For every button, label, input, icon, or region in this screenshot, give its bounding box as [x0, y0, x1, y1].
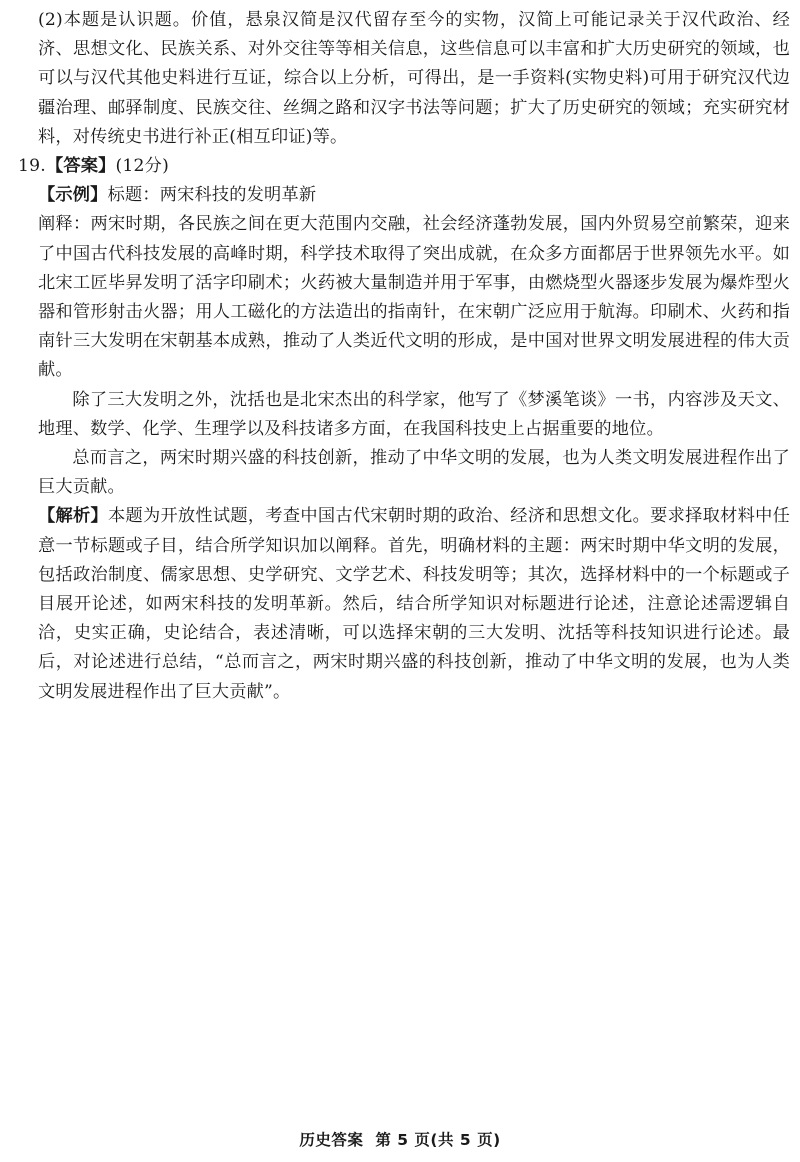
footer-subject: 历史答案	[299, 1131, 364, 1149]
analysis-text: 本题为开放性试题，考查中国古代宋朝时期的政治、经济和思想文化。要求择取材料中任意一节标题或子目，结合所学知识加以阐释。首先，明确材料的主题：两宋时期中华文明的发展，包括政治制度、儒家思想、史学研究、文学艺术、科技发明等；其次，选择材料中的一个标题或子目展开论述，如两宋科技的发明革新。然后，结合所学知识对标题进行论述，注意论述需逻辑自洽，史实正确，史论结合，表述清晰，可以选择宋朝的三大发明、沈括等科技知识进行论述。最后，对论述进行总结，“总而言之，两宋时期兴盛的科技创新，推动了中华文明的发展，也为人类文明发展进程作出了巨大贡献”。	[38, 506, 790, 702]
answer-content	[18, 6, 790, 707]
q19-header	[18, 152, 790, 181]
analysis-paragraph	[38, 502, 790, 706]
conclusion-paragraph: 总而言之，两宋时期兴盛的科技创新，推动了中华文明的发展，也为人类文明发展进程作出了巨大贡献。	[38, 448, 790, 498]
explanation-paragraph: 阐释：两宋时期，各民族之间在更大范围内交融，社会经济蓬勃发展，国内外贸易空前繁荣，迎来了中国古代科技发展的高峰时期，科学技术取得了突出成就，在众多方面都居于世界领先水平。如北宋工匠毕昇发明了活字印刷术；火药被大量制造并用于军事，由燃烧型火器逐步发展为爆炸型火器和管形射击火器；用人工磁化的方法造出的指南针，在宋朝广泛应用于航海。印刷术、火药和指南针三大发明在宋朝基本成熟，推动了人类近代文明的形成，是中国对世界文明发展进程的伟大贡献。	[38, 214, 790, 381]
question-number: 19.	[18, 156, 46, 177]
answer-label: 【答案】	[45, 156, 116, 177]
example-title-line	[38, 181, 790, 210]
score-text: (12分)	[115, 156, 169, 177]
example-title: 标题：两宋科技的发明革新	[107, 185, 317, 206]
shen-kuo-paragraph: 除了三大发明之外，沈括也是北宋杰出的科学家，他写了《梦溪笔谈》一书，内容涉及天文、地理、数学、化学、生理学以及科技诸多方面，在我国科技史上占据重要的地位。	[38, 389, 790, 439]
analysis-label: 【解析】	[38, 506, 108, 527]
example-label: 【示例】	[38, 185, 108, 206]
q18-part2-paragraph: (2)本题是认识题。价值，悬泉汉简是汉代留存至今的实物，汉简上可能记录关于汉代政治、经济、思想文化、民族关系、对外交往等等相关信息，这些信息可以丰富和扩大历史研究的领域，也可以与汉代其他史料进行互证，综合以上分析，可得出，是一手资料(实物史料)可用于研究汉代边疆治理、邮驿制度、民族交往、丝绸之路和汉字书法等问题；扩大了历史研究的领域；充实研究材料，对传统史书进行补正(相互印证)等。	[38, 10, 790, 147]
page-footer	[0, 1128, 800, 1150]
footer-page-number: 第 5 页(共 5 页)	[375, 1131, 501, 1149]
